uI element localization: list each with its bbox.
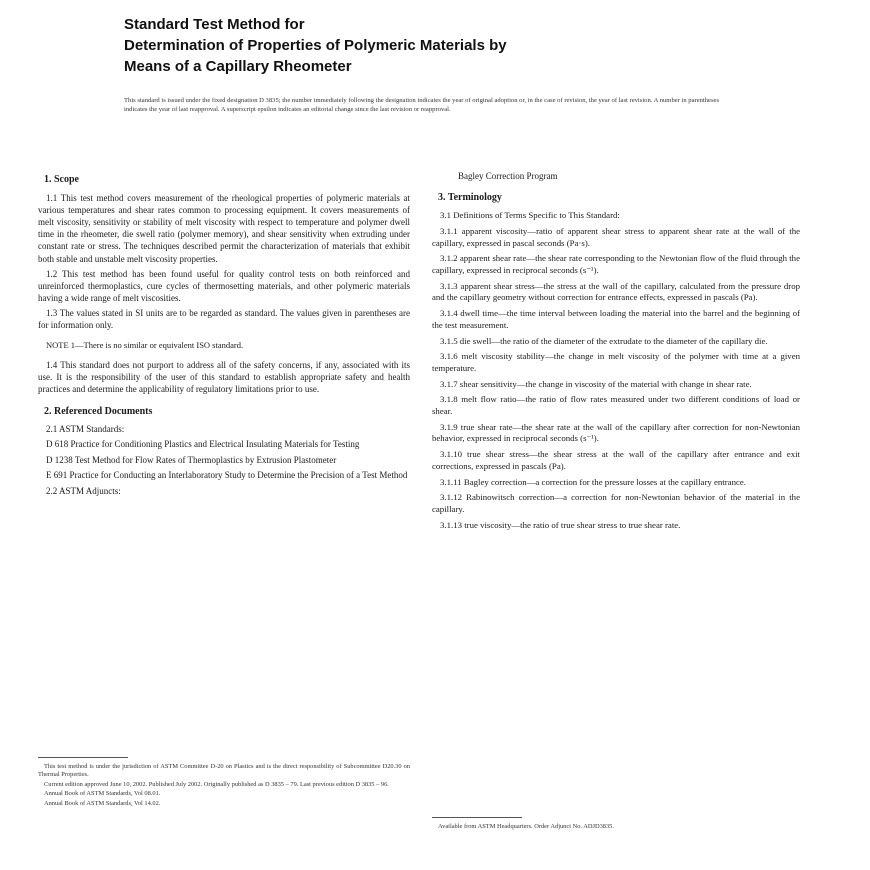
title-line: Means of a Capillary Rheometer [124,58,352,75]
paragraph: 1.1 This test method covers measurement of the rheological properties of polymeric materials at various temperatures and shear rates common to processing equipment. It covers measurements of melt viscosity, sensitivity or stability of melt viscosity with respect to temperature and polymer dwell time in the rheometer, die swell ratio (polymer memory), and shear sensitivity when extruding under constant rate or stress. The techniques described permit the characterization of materials that exhibit both stable and unstable melt viscosity properties. [38,193,410,264]
section-heading-referenced-documents: 2. Referenced Documents [44,405,153,417]
term-paragraph: 3.1.10 true shear stress—the shear stress at the wall of the capillary after entrance and exit corrections, expressed in pascals (Pa). [432,449,800,471]
term-paragraph: 3.1.11 Bagley correction—a correction for the pressure losses at the capillary entrance. [440,476,746,487]
reference-item: 2.1 ASTM Standards: [46,423,125,434]
title-line: Determination of Properties of Polymeric Materials by [124,37,507,54]
footnote: Available from ASTM Headquarters. Order Adjunct No. ADJD3835. [438,823,614,830]
term-paragraph: 3.1.13 true viscosity—the ratio of true shear stress to true shear rate. [440,519,681,530]
reference-item: D 1238 Test Method for Flow Rates of Thermoplastics by Extrusion Plastometer [46,454,337,465]
left-column [38,170,410,501]
footnote-rule [38,757,128,758]
term-paragraph: 3.1.9 true shear rate—the shear rate at the wall of the capillary after correction for non-Newtonian behavior, expressed in reciprocal seconds (s⁻¹). [432,421,800,444]
section-heading-terminology: 3. Terminology [438,192,502,204]
term-paragraph: 3.1.4 dwell time—the time interval between loading the material into the barrel and the beginning of the test measurement. [432,308,800,330]
footnote: Annual Book of ASTM Standards, Vol 08.01. [44,790,161,798]
paragraph: 1.2 This test method has been found useful for quality control tests on both reinforced and unreinforced thermoplastics, cure cycles of thermosetting materials, and other polymeric materials having a wide range of melt viscosities. [38,268,410,303]
paragraph: 1.4 This standard does not purport to address all of the safety concerns, if any, associated with its use. It is the responsibility of the user of this standard to establish appropriate safety and health practices and determine the applicability of regulatory limitations prior to use. [38,360,410,395]
term-paragraph: 3.1.1 apparent viscosity—ratio of apparent shear stress to apparent shear rate at the wall of the capillary, expressed in pascal seconds (Pa·s). [432,225,800,248]
term-paragraph: 3.1.2 apparent shear rate—the shear rate corresponding to the Newtonian flow of the fluid through the capillary, expressed in reciprocal seconds (s⁻¹). [432,253,800,275]
term-paragraph: 3.1 Definitions of Terms Specific to This Standard: [440,210,620,221]
designation-notice: This standard is issued under the fixed designation D 3835; the number immediately following the designation indicates the year of original adoption or, in the case of revision, the year of last revision. A number in parentheses indicates the year of last reapproval. A superscript epsilon indicates an editorial change since the last revision or reapproval. [124,97,720,113]
term-paragraph: 3.1.8 melt flow ratio—the ratio of flow rates measured under two different conditions of load or shear. [432,394,800,417]
term-paragraph: 3.1.12 Rabinowitsch correction—a correction for non-Newtonian behavior of the material in the capillary. [432,492,800,514]
right-footnotes [432,823,800,832]
left-footnotes [38,763,410,809]
footnote: Annual Book of ASTM Standards, Vol 14.02. [44,799,161,807]
right-column [432,170,800,535]
term-paragraph: 3.1.7 shear sensitivity—the change in viscosity of the material with change in shear rate. [440,378,752,389]
term-paragraph: 3.1.3 apparent shear stress—the stress at the wall of the capillary, calculated from the pressure drop and the capillary geometry without correction for entrance effects, expressed in pascals (Pa). [432,280,800,303]
reference-list [38,424,410,498]
term-paragraph: 3.1.5 die swell—the ratio of the diameter of the extrudate to the diameter of the capillary die. [440,335,768,346]
paragraph: 1.3 The values stated in SI units are to be regarded as standard. The values given in parentheses are for information only. [38,307,410,331]
document-title [124,14,764,77]
footnote-rule [432,817,522,818]
section-heading-scope: 1. Scope [44,174,79,185]
term-paragraph: 3.1.6 melt viscosity stability—the change in melt viscosity of the polymer with time at a given temperature. [432,351,800,373]
adjunct-title: Bagley Correction Program [458,171,558,181]
footnote: Current edition approved June 10, 2002. Published July 2002. Originally published as D 3835 – 79. Last previous edition D 3835 – 96. [44,780,389,788]
reference-item: 2.2 ASTM Adjuncts: [46,485,121,496]
reference-item: E 691 Practice for Conducting an Interlaboratory Study to Determine the Precision of a Test Method [46,470,408,481]
footnote: This test method is under the jurisdiction of ASTM Committee D-20 on Plastics and is the direct responsibility of Subcommittee D20.30 on Thermal Properties. [38,763,410,779]
title-line: Standard Test Method for [124,16,305,33]
note: NOTE 1—There is no similar or equivalent ISO standard. [46,340,244,351]
reference-item: D 618 Practice for Conditioning Plastics and Electrical Insulating Materials for Testing [46,439,360,450]
